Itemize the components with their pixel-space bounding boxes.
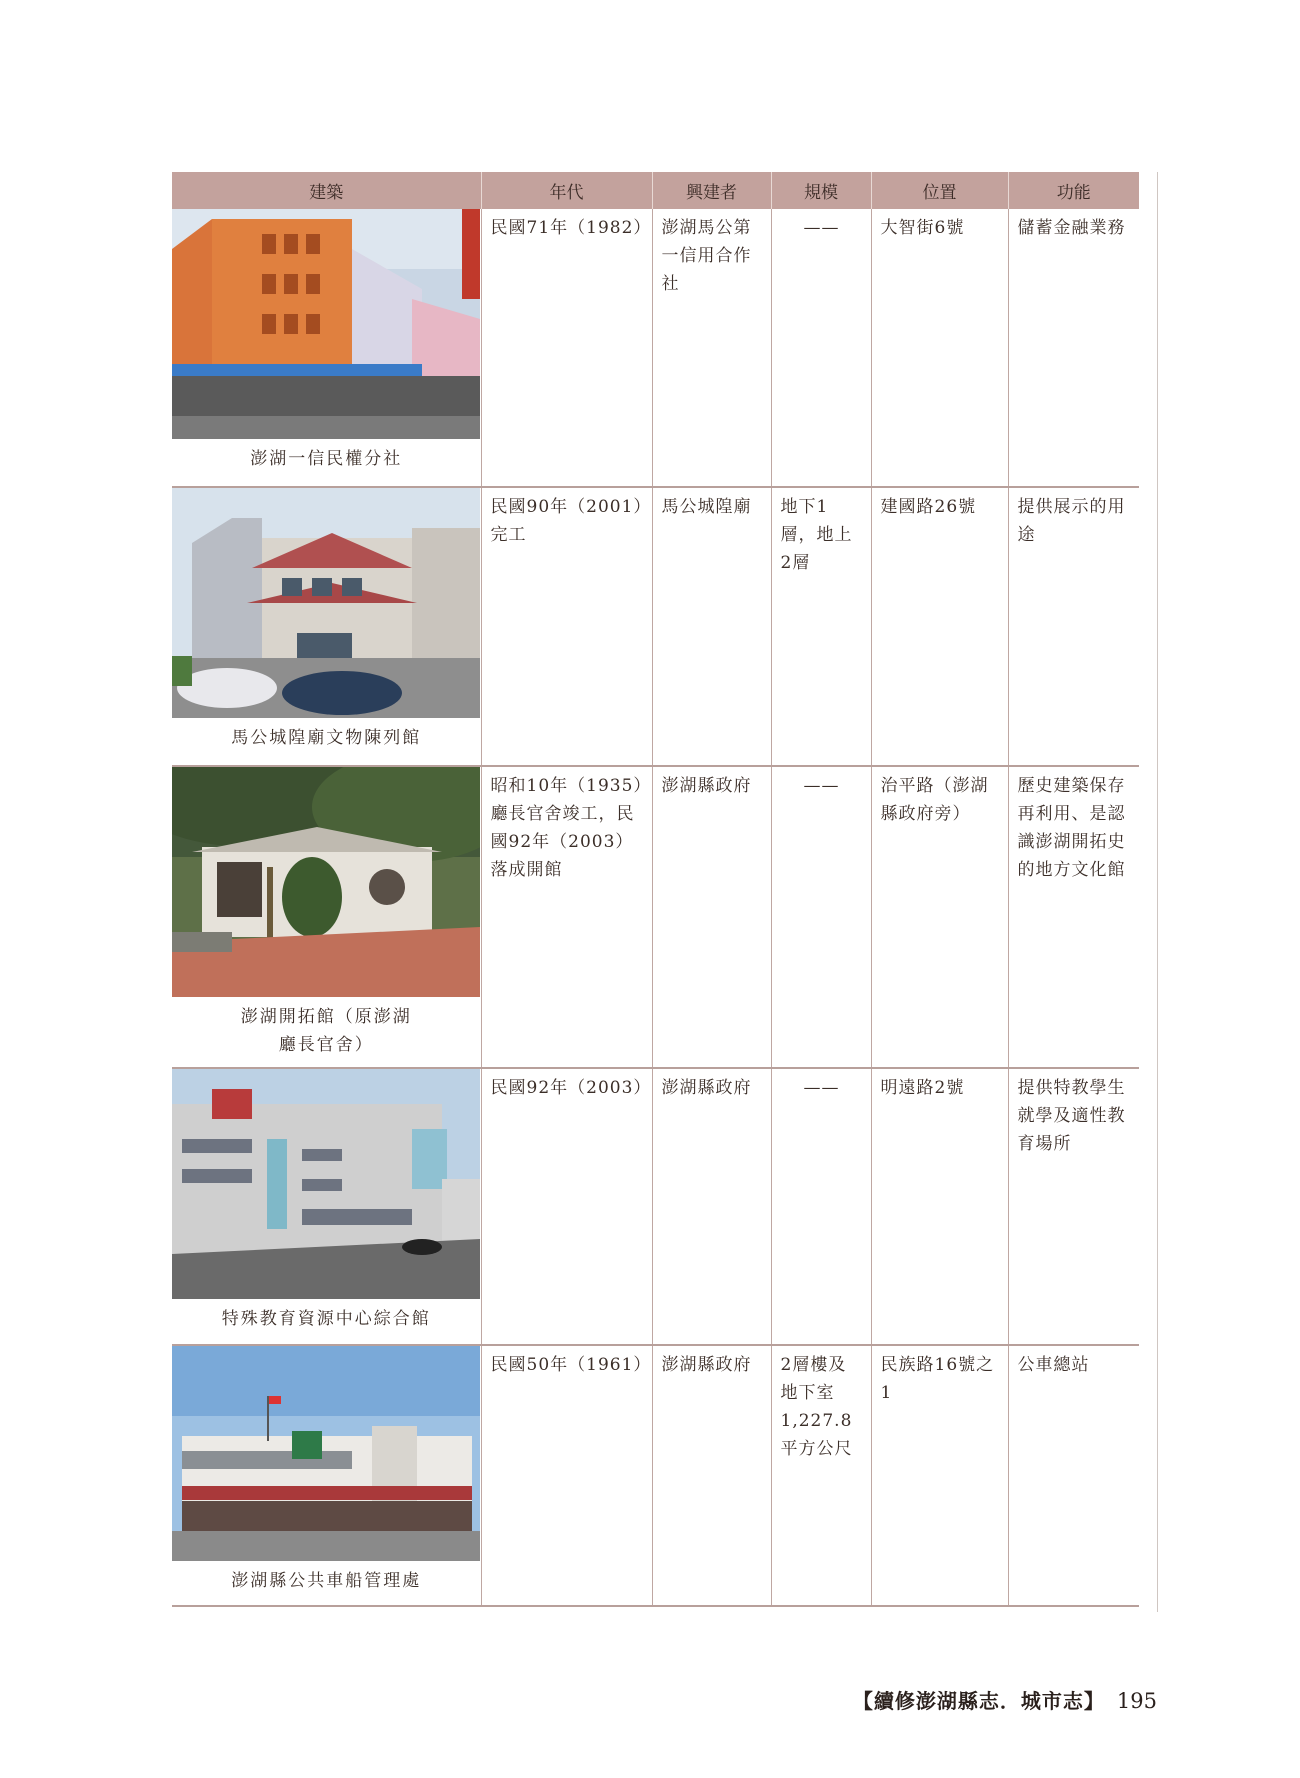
- function-cell: 提供展示的用途: [1008, 487, 1139, 766]
- table-row: [172, 766, 1139, 1068]
- location-cell: 建國路26號: [871, 487, 1008, 766]
- builder-cell: 澎湖縣政府: [652, 1068, 771, 1345]
- building-cell: [172, 487, 481, 766]
- function-cell: 儲蓄金融業務: [1008, 209, 1139, 487]
- table-header-row: [172, 172, 1139, 209]
- page-number: 195: [1116, 1689, 1157, 1713]
- building-cell: [172, 1345, 481, 1606]
- builder-cell: 澎湖馬公第一信用合作社: [652, 209, 771, 487]
- year-cell: 民國71年（1982）: [481, 209, 652, 487]
- year-cell: 昭和10年（1935）廳長官舍竣工，民國92年（2003）落成開館: [481, 766, 652, 1068]
- builder-cell: 澎湖縣政府: [652, 1345, 771, 1606]
- table-row: [172, 487, 1139, 766]
- scale-cell: 2層樓及地下室1,227.8平方公尺: [771, 1345, 871, 1606]
- building-caption: 馬公城隍廟文物陳列館: [231, 728, 422, 748]
- table-row: [172, 209, 1139, 487]
- building-photo: [172, 1069, 480, 1299]
- location-cell: 民族路16號之1: [871, 1345, 1008, 1606]
- header-location: 位置: [871, 172, 1008, 209]
- header-year: 年代: [481, 172, 652, 209]
- location-cell: 治平路（澎湖縣政府旁）: [871, 766, 1008, 1068]
- building-photo: [172, 488, 480, 718]
- function-cell: 提供特教學生就學及適性教育場所: [1008, 1068, 1139, 1345]
- scale-cell: ——: [771, 1068, 871, 1345]
- table-row: [172, 1068, 1139, 1345]
- building-caption: 澎湖開拓館（原澎湖廳長官舍）: [240, 1007, 412, 1055]
- scale-cell: ——: [771, 209, 871, 487]
- header-builder: 興建者: [652, 172, 771, 209]
- year-cell: 民國50年（1961）: [481, 1345, 652, 1606]
- header-function: 功能: [1008, 172, 1139, 209]
- building-cell: [172, 766, 481, 1068]
- page-footer: [853, 1685, 1157, 1714]
- builder-cell: 馬公城隍廟: [652, 487, 771, 766]
- table-row: [172, 1345, 1139, 1606]
- building-cell: [172, 1068, 481, 1345]
- location-cell: 明遠路2號: [871, 1068, 1008, 1345]
- year-cell: 民國90年（2001）完工: [481, 487, 652, 766]
- function-cell: 公車總站: [1008, 1345, 1139, 1606]
- header-building: 建築: [172, 172, 481, 209]
- building-caption: 特殊教育資源中心綜合館: [221, 1309, 431, 1329]
- location-cell: 大智街6號: [871, 209, 1008, 487]
- year-cell: 民國92年（2003）: [481, 1068, 652, 1345]
- book-title: 【續修澎湖縣志．城市志】: [852, 1689, 1105, 1713]
- building-photo: [172, 767, 480, 997]
- building-cell: [172, 209, 481, 487]
- function-cell: 歷史建築保存再利用、是認識澎湖開拓史的地方文化館: [1008, 766, 1139, 1068]
- building-caption: 澎湖一信民權分社: [250, 449, 403, 469]
- scale-cell: 地下1層，地上2層: [771, 487, 871, 766]
- builder-cell: 澎湖縣政府: [652, 766, 771, 1068]
- building-photo: [172, 1346, 480, 1561]
- building-table: [172, 172, 1139, 1607]
- building-photo: [172, 209, 480, 439]
- scale-cell: ——: [771, 766, 871, 1068]
- building-caption: 澎湖縣公共車船管理處: [231, 1571, 422, 1591]
- margin-rule: [1157, 172, 1158, 1612]
- header-scale: 規模: [771, 172, 871, 209]
